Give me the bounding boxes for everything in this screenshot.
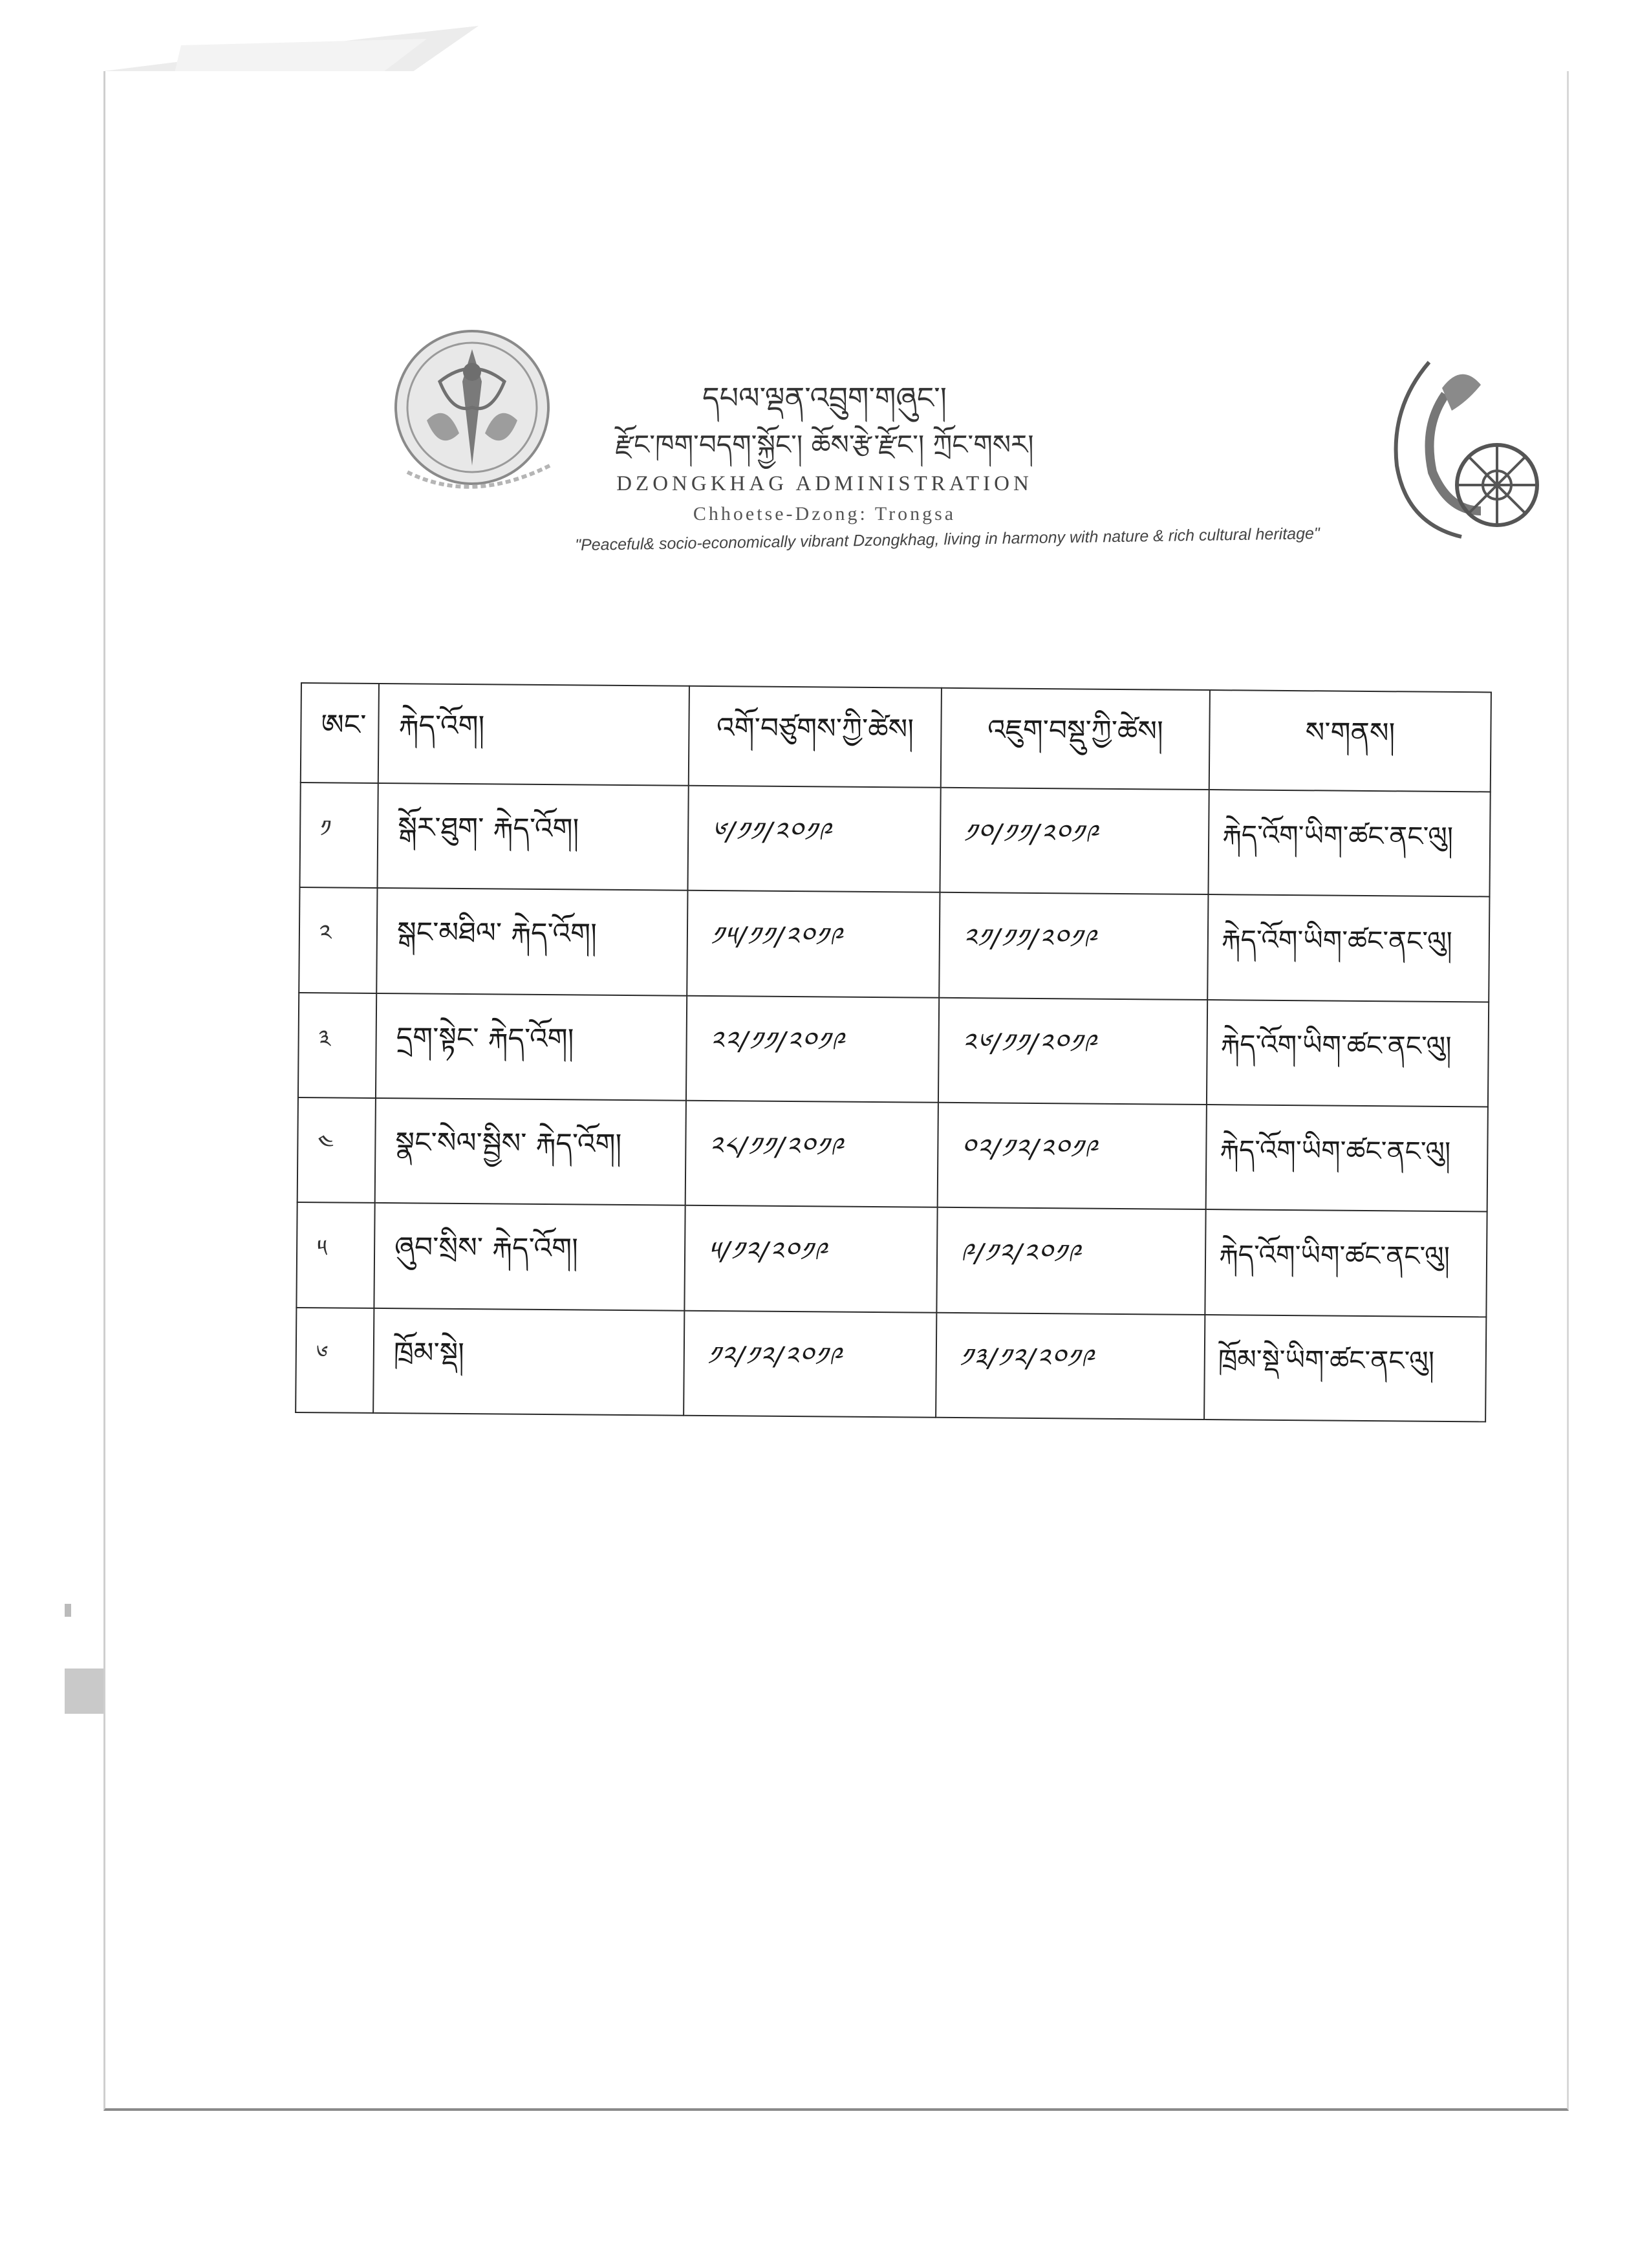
row-start-date: ༡༢/༡༢/༢༠༡༩ (684, 1310, 936, 1417)
row-venue: ཁྲོམ་སྡེ་ཡིག་ཚང་ནང་ལུ། (1204, 1315, 1486, 1422)
letterhead-administration: DZONGKHAG ADMINISTRATION (616, 472, 1033, 495)
row-start-date: ༢༨/༡༡/༢༠༡༩ (685, 1101, 938, 1207)
letterhead-subtitle-dzongkha: རྫོང་ཁག་བདག་སྐྱོང་། ཆོས་རྩེ་རྫོང་། ཀྲོང་གསར། (615, 429, 1034, 460)
letterhead-title-dzongkha: དཔལ་ལྡན་འབྲུག་གཞུང་། (702, 380, 947, 415)
row-end-date: ༢༦/༡༡/༢༠༡༩ (938, 997, 1207, 1105)
schedule-table-container (295, 682, 1491, 1422)
row-serial-no: ༤ (297, 1097, 376, 1203)
row-start-date: ༥/༡༢/༢༠༡༩ (684, 1205, 937, 1312)
row-gewog-name: ཞུབ་སྲིས་ རྐེད་འོག། (374, 1203, 685, 1310)
row-start-date: ༡༥/༡༡/༢༠༡༩ (687, 891, 940, 997)
row-end-date: ༡༠/༡༡/༢༠༡༩ (940, 788, 1209, 895)
row-end-date: ༢༡/༡༡/༢༠༡༩ (939, 892, 1208, 1000)
table-header-row (301, 683, 1491, 792)
header-start-date: འགོ་བཙུགས་ཀྱི་ཚེས། (689, 686, 942, 788)
row-gewog-name: སྒོར་ཐུག་ རྐེད་འོག། (378, 783, 689, 891)
row-serial-no: ༢ (299, 887, 377, 993)
row-gewog-name: དྲག་སྟེང་ རྐེད་འོག། (376, 993, 687, 1101)
table-row (296, 1202, 1487, 1317)
schedule-table (295, 682, 1492, 1422)
row-venue: རྐེད་འོག་ཡིག་ཚང་ནང་ལུ། (1207, 894, 1489, 1002)
row-venue: རྐེད་འོག་ཡིག་ཚང་ནང་ལུ། (1208, 790, 1490, 897)
header-end-date: འཇུག་བསྡུ་ཀྱི་ཚེས། (941, 688, 1210, 790)
letterhead-motto: "Peaceful& socio-economically vibrant Dzongkhag, living in harmony with nature & rich cultural heritage" (575, 524, 1320, 555)
header-serial-no: ཨང་ (301, 683, 379, 783)
row-start-date: ༦/༡༡/༢༠༡༩ (687, 786, 940, 892)
row-venue: རྐེད་འོག་ཡིག་ཚང་ནང་ལུ། (1205, 1209, 1487, 1317)
table-row (299, 887, 1489, 1002)
header-venue: ས་གནས། (1209, 690, 1491, 792)
letterhead-location: Chhoetse-Dzong: Trongsa (693, 503, 956, 524)
row-venue: རྐེད་འོག་ཡིག་ཚང་ནང་ལུ། (1206, 1105, 1488, 1212)
row-venue: རྐེད་འོག་ཡིག་ཚང་ནང་ལུ། (1207, 1000, 1489, 1107)
row-end-date: ༠༢/༡༢/༢༠༡༩ (938, 1103, 1207, 1210)
row-serial-no: ༣ (298, 993, 376, 1098)
table-row (296, 1308, 1486, 1422)
row-serial-no: ༡ (300, 783, 378, 888)
table-row (298, 993, 1489, 1107)
row-end-date: ༩/༡༢/༢༠༡༩ (936, 1207, 1205, 1315)
header-gewog-name: རྐེད་འོག། (378, 684, 689, 786)
row-serial-no: ༥ (296, 1202, 374, 1308)
row-gewog-name: ཁྲོམ་སྡེ། (373, 1308, 684, 1416)
row-gewog-name: སྣང་སེལ་སྦྱིས་ རྐེད་འོག། (375, 1098, 686, 1205)
row-serial-no: ༦ (296, 1308, 374, 1413)
row-gewog-name: སྒང་མཐིལ་ རྐེད་འོག། (376, 888, 687, 995)
row-start-date: ༢༢/༡༡/༢༠༡༩ (686, 995, 939, 1102)
row-end-date: ༡༣/༡༢/༢༠༡༩ (936, 1312, 1205, 1420)
table-row (300, 783, 1491, 897)
table-row (297, 1097, 1488, 1212)
